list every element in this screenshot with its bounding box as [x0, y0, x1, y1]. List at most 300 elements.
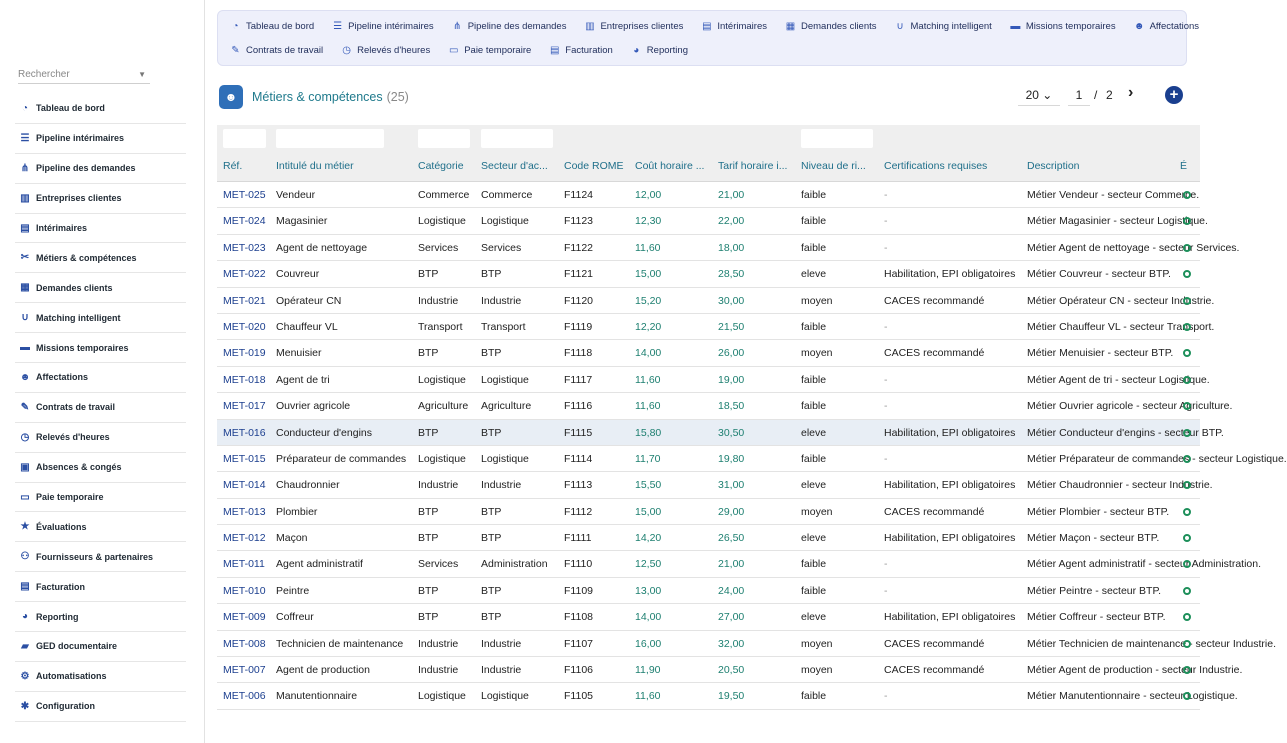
cell-ref[interactable]: MET-014	[223, 479, 266, 492]
cell-tarif: 21,50	[718, 320, 745, 333]
cell-categorie: Industrie	[418, 294, 459, 307]
table-row[interactable]	[217, 367, 1210, 393]
magnet-icon: ∪	[896, 21, 904, 32]
table-row[interactable]	[217, 631, 1277, 657]
table-row[interactable]	[217, 472, 1213, 498]
cell-secteur: BTP	[481, 268, 502, 281]
cell-description: Métier Menuisier - secteur BTP.	[1027, 347, 1174, 360]
cell-niveau: faible	[801, 241, 827, 254]
sidebar-item-8[interactable]	[15, 333, 186, 363]
top-nav-item-row2-4[interactable]	[631, 45, 688, 56]
cell-cout: 11,60	[635, 241, 661, 254]
table-row[interactable]	[217, 235, 1240, 261]
top-nav-row-1	[230, 21, 1217, 32]
cell-description: Métier Technicien de maintenance - secteur Industrie.	[1027, 637, 1277, 650]
table-row[interactable]	[217, 261, 1200, 287]
cell-description: Métier Coffreur - secteur BTP.	[1027, 611, 1166, 624]
cell-categorie: BTP	[418, 426, 439, 439]
user-card-icon: ☻	[219, 85, 243, 109]
top-nav-label: Paie temporaire	[464, 45, 532, 56]
cell-code-rome: F1106	[564, 664, 593, 677]
table-row[interactable]	[217, 551, 1262, 577]
top-nav-item-row1-8[interactable]	[1134, 21, 1199, 32]
cell-description: Métier Plombier - secteur BTP.	[1027, 505, 1170, 518]
cell-categorie: Commerce	[418, 189, 470, 201]
table-row[interactable]	[217, 208, 1208, 234]
top-nav-item-row1-3[interactable]	[584, 21, 683, 32]
page-title: Métiers & compétences	[252, 90, 383, 104]
cell-secteur: Services	[481, 241, 522, 254]
cell-categorie: BTP	[418, 584, 439, 597]
top-navigation	[217, 10, 1200, 66]
dashboard-icon: ◔	[232, 21, 239, 32]
column-header-3[interactable]: Secteur d'ac...	[481, 160, 548, 172]
cell-cout: 15,20	[635, 294, 662, 307]
cell-tarif: 26,50	[718, 532, 745, 545]
sidebar-item-3[interactable]	[15, 184, 186, 214]
cell-niveau: faible	[801, 690, 827, 703]
table-row[interactable]	[217, 525, 1200, 551]
top-nav-item-row1-7[interactable]	[1010, 21, 1116, 32]
cell-ref[interactable]: MET-016	[223, 426, 266, 439]
sidebar-item-label: Entreprises clientes	[36, 193, 122, 204]
cell-description: Métier Agent administratif - secteur Administration.	[1027, 558, 1262, 571]
sidebar-item-label: Automatisations	[36, 671, 107, 682]
star-icon: ★	[20, 521, 30, 533]
cell-ref[interactable]: MET-013	[223, 505, 266, 518]
cell-categorie: Industrie	[418, 637, 459, 650]
cell-cout: 13,00	[635, 584, 662, 597]
invoice-icon: ▤	[550, 45, 560, 56]
top-nav-item-row2-3[interactable]	[549, 45, 613, 56]
cell-ref[interactable]: MET-006	[223, 690, 266, 703]
cell-intitule: Couvreur	[276, 268, 320, 281]
cell-secteur: Logistique	[481, 373, 529, 386]
top-nav-label: Intérimaires	[717, 21, 767, 32]
cell-categorie: BTP	[418, 532, 439, 545]
cell-certifications: CACES recommandé	[884, 294, 985, 307]
total-pages: 2	[1106, 88, 1113, 102]
cell-niveau: eleve	[801, 532, 827, 545]
cell-categorie: Industrie	[418, 664, 459, 677]
page-size-select[interactable]: 20 ⌄	[1018, 86, 1060, 106]
status-indicator-icon	[1183, 429, 1191, 437]
column-header-9[interactable]: Description	[1027, 160, 1080, 172]
sidebar-item-5[interactable]	[15, 243, 186, 273]
next-page-button[interactable]: ›	[1128, 84, 1134, 101]
cell-tarif: 21,00	[718, 189, 745, 201]
cell-niveau: faible	[801, 452, 827, 465]
cell-intitule: Agent administratif	[276, 558, 363, 571]
cell-tarif: 26,00	[718, 347, 745, 360]
tools-icon: ✂	[20, 252, 30, 264]
cell-secteur: BTP	[481, 611, 502, 624]
cell-code-rome: F1118	[564, 347, 593, 360]
sidebar-item-12[interactable]	[15, 453, 186, 483]
clipboard-icon: ▦	[20, 282, 30, 294]
cell-description: Métier Magasinier - secteur Logistique.	[1027, 215, 1208, 228]
top-nav-label: Contrats de travail	[246, 45, 324, 56]
cell-code-rome: F1124	[564, 189, 593, 201]
cell-ref[interactable]: MET-022	[223, 268, 266, 281]
cell-code-rome: F1109	[564, 584, 593, 597]
cell-intitule: Opérateur CN	[276, 294, 342, 307]
gear-icon: ✱	[20, 700, 30, 712]
cell-certifications: -	[884, 584, 888, 597]
status-indicator-icon	[1183, 376, 1191, 384]
sidebar-item-label: Missions temporaires	[36, 342, 129, 353]
table-row[interactable]	[217, 446, 1287, 472]
cell-intitule: Magasinier	[276, 215, 328, 228]
sidebar-item-9[interactable]	[15, 363, 186, 393]
sidebar-item-label: Évaluations	[36, 521, 87, 532]
status-indicator-icon	[1183, 349, 1191, 357]
cell-ref[interactable]: MET-017	[223, 400, 266, 413]
cell-niveau: faible	[801, 215, 827, 228]
cell-categorie: BTP	[418, 505, 439, 518]
robot-icon: ⚙	[20, 670, 30, 682]
cell-cout: 16,00	[635, 637, 662, 650]
top-nav-item-row1-2[interactable]	[452, 21, 567, 32]
sidebar-item-label: Demandes clients	[36, 282, 113, 293]
cell-ref[interactable]: MET-019	[223, 347, 266, 360]
sidebar-item-label: Absences & congés	[36, 462, 122, 473]
cell-categorie: Transport	[418, 320, 463, 333]
sidebar-item-18[interactable]	[15, 632, 186, 662]
cell-secteur: Agriculture	[481, 400, 532, 413]
sidebar-item-15[interactable]	[15, 542, 186, 572]
list-icon: ☰	[20, 132, 30, 144]
cell-niveau: moyen	[801, 637, 833, 650]
cell-description: Métier Ouvrier agricole - secteur Agriculture.	[1027, 400, 1233, 413]
briefcase-icon: ▬	[1010, 21, 1021, 32]
cell-intitule: Technicien de maintenance	[276, 637, 404, 650]
cell-code-rome: F1113	[564, 479, 593, 492]
filter-row	[217, 125, 1200, 152]
status-indicator-icon	[1183, 666, 1191, 674]
cell-niveau: faible	[801, 189, 827, 201]
current-page-input[interactable]: 1	[1068, 86, 1090, 106]
contract-icon: ✎	[231, 45, 240, 56]
cell-intitule: Agent de tri	[276, 373, 330, 386]
cell-code-rome: F1110	[564, 558, 593, 571]
cell-cout: 12,20	[635, 320, 662, 333]
cell-description: Métier Préparateur de commandes - secteur Logistique.	[1027, 452, 1287, 465]
cell-code-rome: F1121	[564, 268, 593, 281]
sidebar-item-13[interactable]	[15, 483, 186, 513]
pie-chart-icon: ◕	[633, 45, 640, 56]
cell-tarif: 30,00	[718, 294, 745, 307]
cell-secteur: Transport	[481, 320, 526, 333]
top-nav-label: Demandes clients	[800, 21, 877, 32]
cell-ref[interactable]: MET-024	[223, 215, 266, 228]
cell-ref[interactable]: MET-009	[223, 611, 266, 624]
top-nav-item-row2-2[interactable]	[448, 45, 531, 56]
search-select[interactable]	[18, 66, 150, 84]
cell-cout: 14,20	[635, 532, 662, 545]
cell-description: Métier Agent de nettoyage - secteur Services.	[1027, 241, 1240, 254]
folder-icon: ▰	[21, 640, 29, 652]
cell-cout: 11,60	[635, 400, 661, 413]
top-nav-label: Affectations	[1149, 21, 1200, 32]
sidebar-item-16[interactable]	[15, 572, 186, 602]
cell-niveau: faible	[801, 373, 827, 386]
cell-tarif: 31,00	[718, 479, 745, 492]
top-nav-row-2	[230, 45, 706, 56]
cell-certifications: Habilitation, EPI obligatoires	[884, 532, 1016, 545]
sidebar-item-label: Matching intelligent	[36, 312, 121, 323]
cell-intitule: Conducteur d'engins	[276, 426, 372, 439]
cell-description: Métier Opérateur CN - secteur Industrie.	[1027, 294, 1215, 307]
cell-code-rome: F1112	[564, 505, 593, 518]
status-indicator-icon	[1183, 534, 1191, 542]
cell-tarif: 27,00	[718, 611, 745, 624]
sidebar-item-1[interactable]	[15, 124, 186, 154]
cell-certifications: -	[884, 373, 888, 386]
cell-certifications: -	[884, 320, 888, 333]
record-count: (25)	[386, 90, 409, 104]
top-nav-label: Relevés d'heures	[357, 45, 431, 56]
sidebar-item-7[interactable]	[15, 303, 186, 333]
cell-certifications: Habilitation, EPI obligatoires	[884, 268, 1016, 281]
cell-certifications: -	[884, 400, 888, 413]
cell-tarif: 21,00	[718, 558, 745, 571]
cell-ref[interactable]: MET-007	[223, 664, 266, 677]
cell-tarif: 19,00	[718, 373, 745, 386]
cell-ref[interactable]: MET-012	[223, 532, 266, 545]
sidebar-item-14[interactable]	[15, 512, 186, 542]
cell-secteur: BTP	[481, 584, 502, 597]
cell-intitule: Chauffeur VL	[276, 320, 338, 333]
cell-niveau: faible	[801, 558, 827, 571]
top-nav-item-row2-1[interactable]	[341, 45, 430, 56]
cell-intitule: Préparateur de commandes	[276, 452, 407, 465]
cell-cout: 12,30	[635, 215, 662, 228]
top-nav-item-row1-5[interactable]	[785, 21, 877, 32]
cell-tarif: 20,50	[718, 664, 745, 677]
sidebar-item-20[interactable]	[15, 692, 186, 722]
sidebar-item-2[interactable]	[15, 154, 186, 184]
cell-description: Métier Manutentionnaire - secteur Logistique.	[1027, 690, 1238, 703]
cell-tarif: 28,50	[718, 268, 745, 281]
cell-code-rome: F1108	[564, 611, 593, 624]
id-card-icon: ▤	[702, 21, 712, 32]
cell-categorie: BTP	[418, 347, 439, 360]
filter-niveau[interactable]	[801, 129, 873, 148]
cell-certifications: -	[884, 558, 888, 571]
table-row[interactable]	[217, 420, 1224, 446]
cell-cout: 11,70	[635, 452, 661, 465]
sidebar-item-17[interactable]	[15, 602, 186, 632]
status-indicator-icon	[1183, 613, 1191, 621]
cell-intitule: Manutentionnaire	[276, 690, 358, 703]
cell-intitule: Ouvrier agricole	[276, 400, 351, 413]
cell-description: Métier Couvreur - secteur BTP.	[1027, 268, 1171, 281]
cell-categorie: Logistique	[418, 373, 466, 386]
cell-code-rome: F1119	[564, 320, 593, 333]
filter-secteur[interactable]	[481, 129, 553, 148]
column-header-10[interactable]: É	[1180, 160, 1188, 172]
cell-tarif: 19,50	[718, 690, 745, 703]
cell-intitule: Vendeur	[276, 189, 316, 201]
top-nav-item-row2-0[interactable]	[230, 45, 323, 56]
cell-code-rome: F1111	[564, 532, 592, 545]
caret-down-icon: ▼	[138, 70, 146, 79]
table-row[interactable]	[217, 683, 1238, 709]
column-header-8[interactable]: Certifications requises	[884, 160, 988, 172]
cell-secteur: Commerce	[481, 189, 533, 201]
cell-description: Métier Conducteur d'engins - secteur BTP.	[1027, 426, 1224, 439]
cell-niveau: moyen	[801, 664, 833, 677]
cell-cout: 11,60	[635, 690, 661, 703]
status-indicator-icon	[1183, 270, 1191, 278]
cell-categorie: BTP	[418, 268, 439, 281]
cell-ref[interactable]: MET-011	[223, 558, 265, 571]
cell-code-rome: F1114	[564, 452, 593, 465]
clock-icon: ◷	[20, 431, 30, 443]
cell-intitule: Agent de nettoyage	[276, 241, 368, 254]
top-nav-item-row1-0[interactable]	[230, 21, 314, 32]
sidebar-item-19[interactable]	[15, 662, 186, 692]
cell-ref[interactable]: MET-025	[223, 189, 266, 201]
cell-cout: 11,90	[635, 664, 661, 677]
top-nav-label: Pipeline intérimaires	[348, 21, 434, 32]
cell-ref[interactable]: MET-021	[223, 294, 266, 307]
cell-secteur: BTP	[481, 426, 502, 439]
cell-niveau: eleve	[801, 479, 827, 492]
cell-description: Métier Peintre - secteur BTP.	[1027, 584, 1162, 597]
status-indicator-icon	[1183, 587, 1191, 595]
cell-tarif: 18,50	[718, 400, 745, 413]
calendar-icon: ▣	[20, 461, 30, 473]
cell-ref[interactable]: MET-008	[223, 637, 266, 650]
column-header-1[interactable]: Intitulé du métier	[276, 160, 354, 172]
top-nav-item-row1-1[interactable]	[332, 21, 434, 32]
cell-code-rome: F1122	[564, 241, 593, 254]
user-plus-icon: ☻	[1133, 21, 1145, 32]
sidebar-item-0[interactable]	[15, 94, 186, 124]
filter-categorie[interactable]	[418, 129, 470, 148]
table-row[interactable]	[217, 340, 1200, 366]
cell-description: Métier Agent de production - secteur Industrie.	[1027, 664, 1243, 677]
table-row[interactable]	[217, 604, 1200, 630]
table-row[interactable]	[217, 578, 1200, 604]
table-body	[217, 182, 1287, 710]
cell-certifications: CACES recommandé	[884, 637, 985, 650]
sidebar-item-label: Paie temporaire	[36, 492, 104, 503]
sidebar-item-label: Fournisseurs & partenaires	[36, 551, 154, 562]
cell-ref[interactable]: MET-018	[223, 373, 266, 386]
sidebar-item-label: GED documentaire	[36, 641, 118, 652]
status-indicator-icon	[1183, 323, 1191, 331]
cell-cout: 15,80	[635, 426, 662, 439]
page-separator: /	[1094, 88, 1098, 102]
sidebar-item-label: Pipeline intérimaires	[36, 133, 125, 144]
cell-categorie: Agriculture	[418, 400, 469, 413]
magnet-icon: ∪	[21, 312, 29, 324]
cell-secteur: BTP	[481, 532, 502, 545]
dashboard-icon: ◔	[21, 102, 29, 114]
cell-cout: 11,60	[635, 373, 661, 386]
table-row[interactable]	[217, 657, 1243, 683]
add-button[interactable]: +	[1165, 86, 1183, 104]
table-row[interactable]	[217, 314, 1215, 340]
top-nav-label: Tableau de bord	[246, 21, 315, 32]
top-nav-label: Missions temporaires	[1025, 21, 1116, 32]
column-header-6[interactable]: Tarif horaire i...	[718, 160, 788, 172]
top-nav-label: Facturation	[565, 45, 613, 56]
cell-ref[interactable]: MET-010	[223, 584, 266, 597]
cell-ref[interactable]: MET-023	[223, 241, 266, 254]
building-icon: ▥	[585, 21, 595, 32]
cell-description: Métier Chaudronnier - secteur Industrie.	[1027, 479, 1213, 492]
payment-icon: ▭	[448, 45, 459, 56]
filter-intitule[interactable]	[276, 129, 384, 148]
cell-intitule: Plombier	[276, 505, 318, 518]
cell-niveau: moyen	[801, 294, 833, 307]
top-nav-item-row1-4[interactable]	[701, 21, 767, 32]
cell-niveau: faible	[801, 400, 827, 413]
cell-certifications: -	[884, 241, 888, 254]
column-header-5[interactable]: Coût horaire ...	[635, 160, 705, 172]
filter-ref[interactable]	[223, 129, 266, 148]
cell-certifications: CACES recommandé	[884, 347, 985, 360]
cell-code-rome: F1105	[564, 690, 593, 703]
cell-ref[interactable]: MET-015	[223, 452, 266, 465]
cell-ref[interactable]: MET-020	[223, 320, 266, 333]
sidebar-item-4[interactable]	[15, 214, 186, 244]
column-header-4[interactable]: Code ROME	[564, 160, 624, 172]
contract-icon: ✎	[20, 401, 30, 413]
column-header-7[interactable]: Niveau de ri...	[801, 160, 866, 172]
cell-cout: 14,00	[635, 611, 662, 624]
cell-cout: 15,00	[635, 268, 662, 281]
cell-secteur: BTP	[481, 347, 502, 360]
cell-tarif: 24,00	[718, 584, 745, 597]
sidebar-item-6[interactable]	[15, 273, 186, 303]
cell-niveau: moyen	[801, 347, 833, 360]
top-nav-item-row1-6[interactable]	[895, 21, 992, 32]
column-header-2[interactable]: Catégorie	[418, 160, 464, 172]
cell-secteur: Industrie	[481, 294, 522, 307]
top-nav-label: Matching intelligent	[910, 21, 992, 32]
sidebar-item-label: Pipeline des demandes	[36, 163, 136, 174]
table-row[interactable]	[217, 182, 1200, 208]
cell-code-rome: F1123	[564, 215, 593, 228]
user-plus-icon: ☻	[19, 371, 31, 383]
sidebar-item-11[interactable]	[15, 423, 186, 453]
table-row[interactable]	[217, 288, 1215, 314]
cell-tarif: 22,00	[718, 215, 745, 228]
cell-secteur: Logistique	[481, 690, 529, 703]
building-icon: ▥	[20, 192, 30, 204]
cell-code-rome: F1107	[564, 637, 593, 650]
table-row[interactable]	[217, 393, 1233, 419]
cell-categorie: Logistique	[418, 452, 466, 465]
search-placeholder: Rechercher	[18, 69, 70, 80]
sidebar-item-label: Tableau de bord	[36, 103, 105, 114]
cell-description: Métier Maçon - secteur BTP.	[1027, 532, 1160, 545]
cell-code-rome: F1117	[564, 373, 593, 386]
cell-niveau: eleve	[801, 611, 827, 624]
cell-description: Métier Agent de tri - secteur Logistique.	[1027, 373, 1210, 386]
sidebar-item-10[interactable]	[15, 393, 186, 423]
cell-certifications: Habilitation, EPI obligatoires	[884, 611, 1016, 624]
cell-niveau: faible	[801, 320, 827, 333]
table-row[interactable]	[217, 499, 1200, 525]
partners-icon: ⚇	[20, 551, 30, 563]
column-header-0[interactable]: Réf.	[223, 160, 243, 172]
